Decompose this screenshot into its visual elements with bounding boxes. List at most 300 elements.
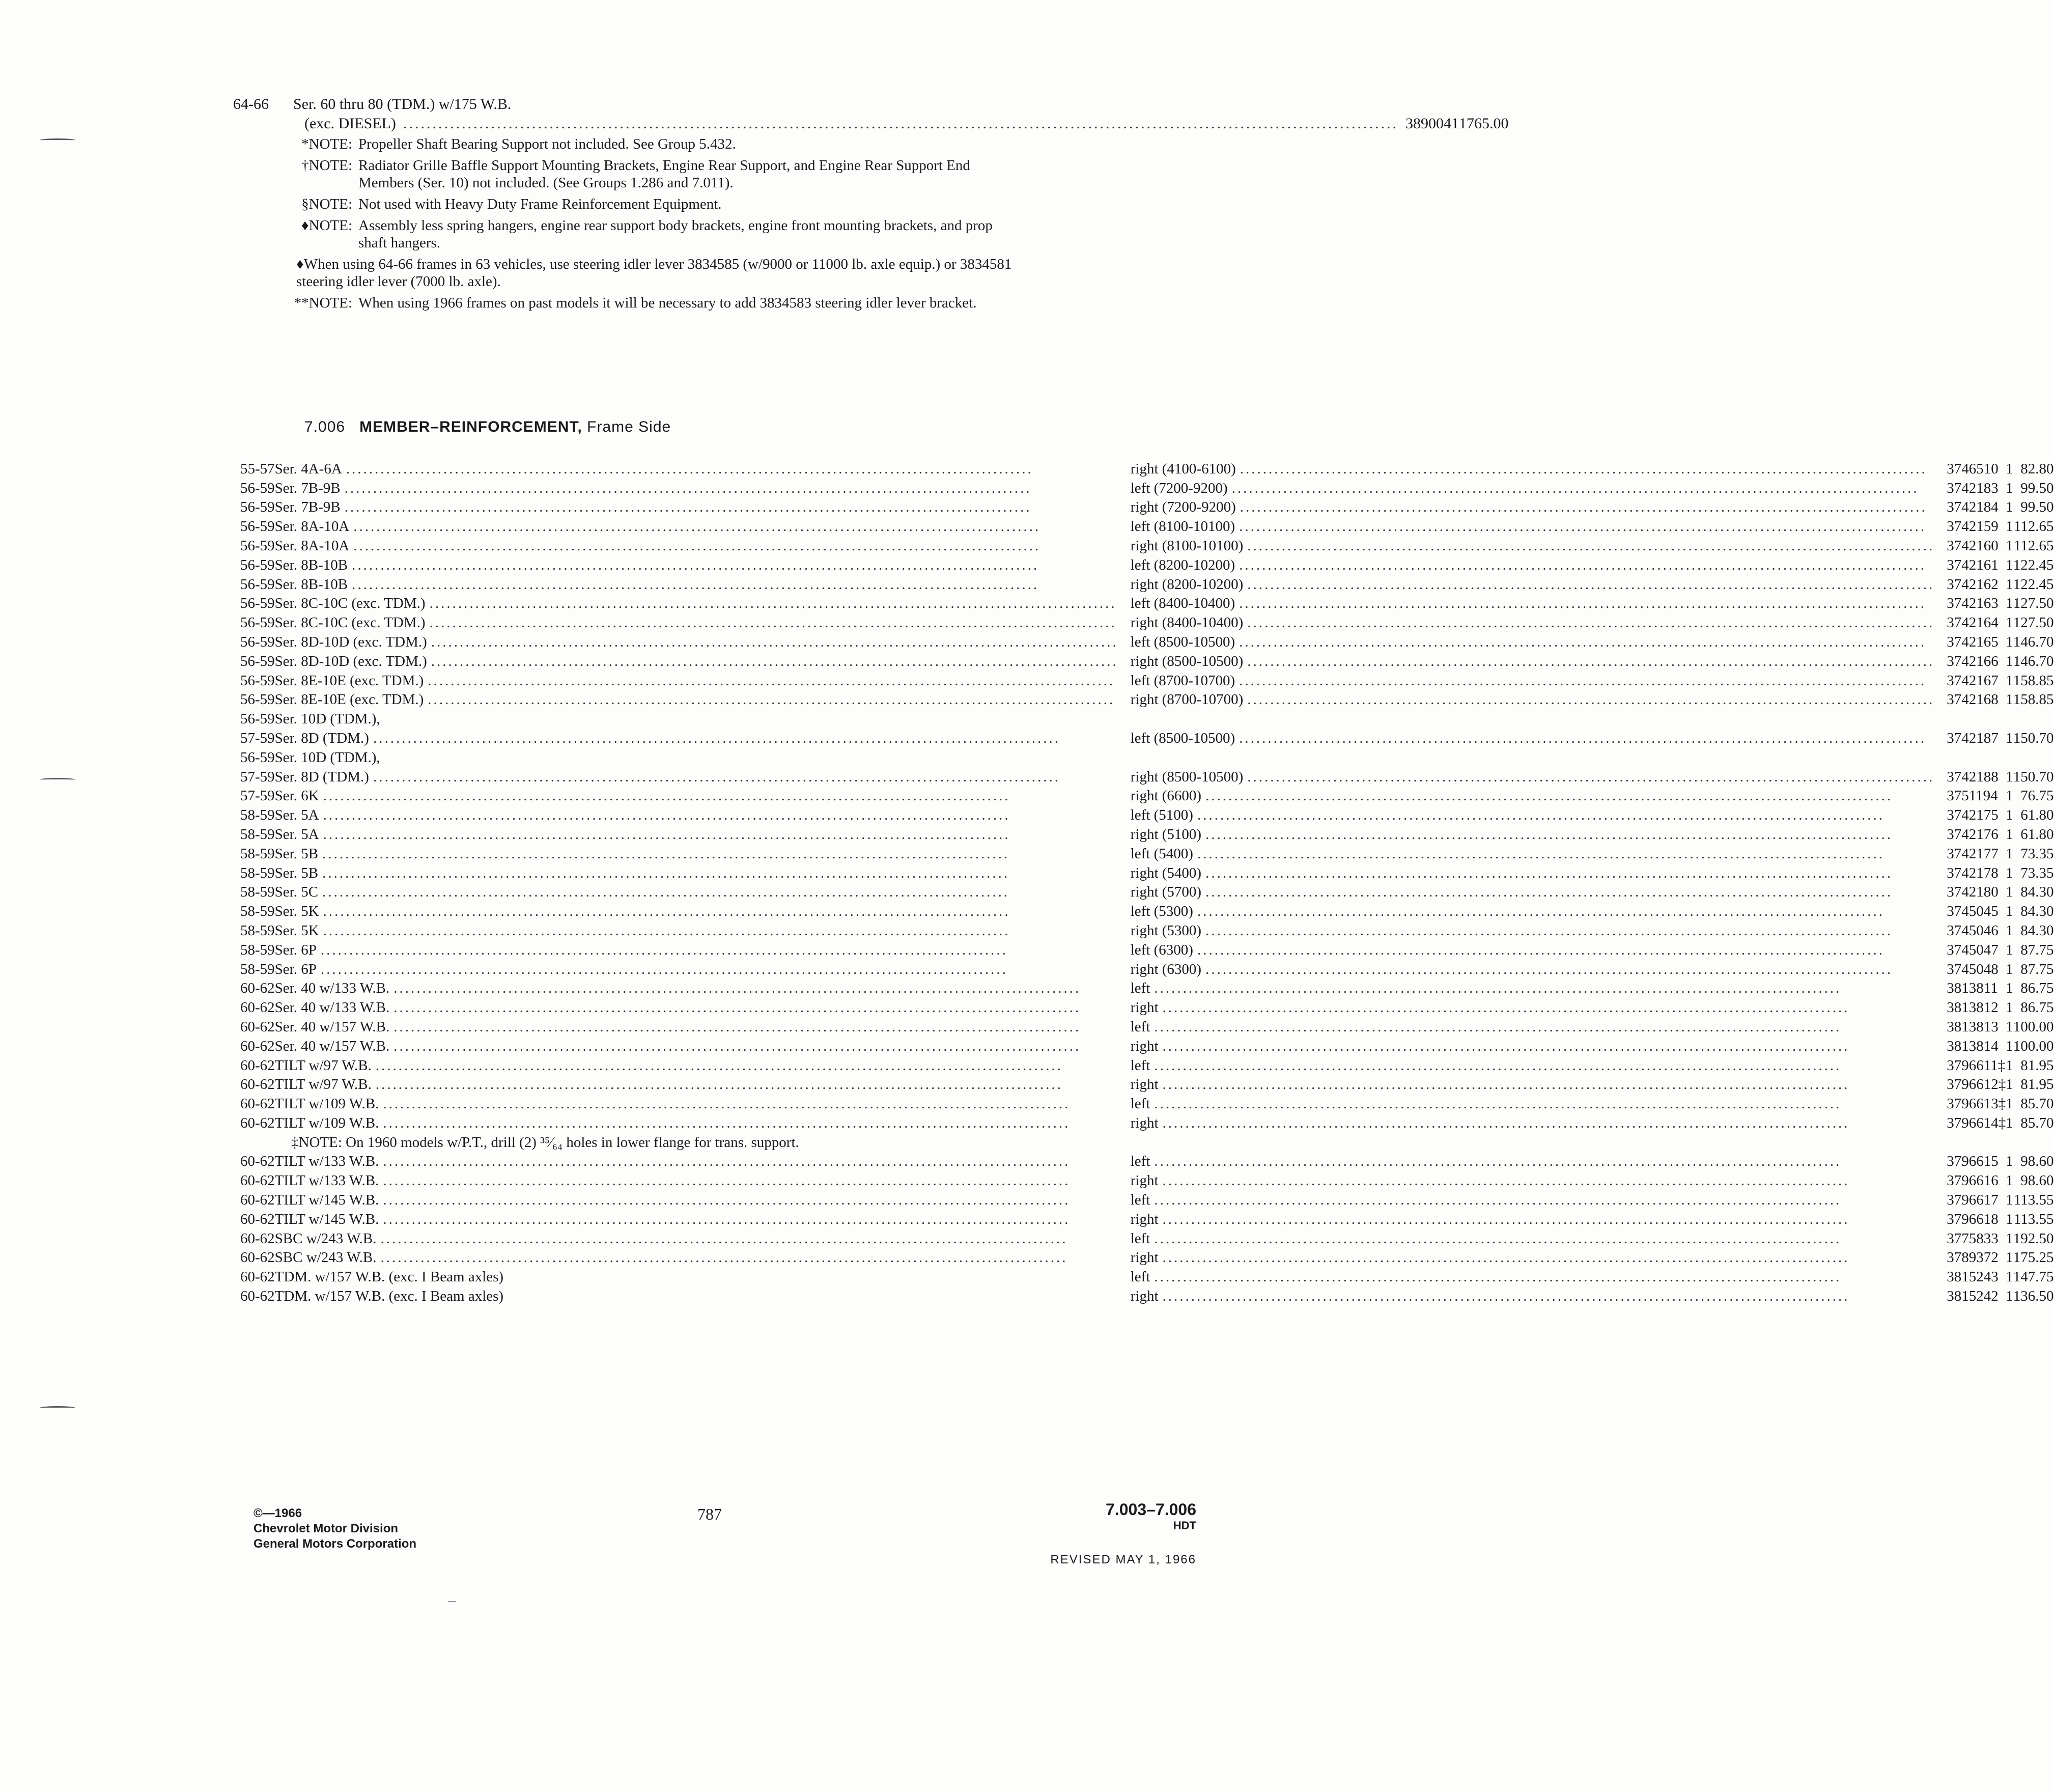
part-number: 3813812 [1947, 999, 1999, 1016]
series-description-text: Ser. 8A-10A [274, 537, 350, 554]
price [2013, 708, 2054, 727]
side-range [1131, 1093, 1947, 1112]
table-row [240, 1112, 2054, 1132]
dot-leader: ........................................................................................................................ [322, 864, 1010, 881]
table-row [240, 862, 2054, 882]
series-description-text: Ser. 6K [274, 788, 319, 804]
side-range-text: right [1130, 1172, 1159, 1189]
part-number: 3815243 [1947, 1269, 1999, 1285]
dot-leader: ........................................................................................................................ [1197, 845, 1884, 862]
model-years: 60-62 [240, 1076, 275, 1093]
quantity: 1 [2006, 826, 2013, 843]
price: 100.00 [2013, 1038, 2054, 1054]
table-row [240, 824, 2054, 843]
top-part-entry [233, 95, 1509, 133]
table-row [240, 478, 2054, 497]
table-row [240, 901, 2054, 920]
series-description-text: TDM. w/157 W.B. (exc. I Beam axles) [274, 1269, 504, 1285]
dot-leader: ........................................................................................................................ [431, 653, 1118, 669]
side-range [1131, 689, 1947, 709]
side-range [1131, 612, 1947, 631]
dot-leader: ........................................................................................................................ [1154, 1230, 1842, 1247]
price: 99.50 [2020, 499, 2054, 516]
dot-leader: ........................................................................................................................ [323, 788, 1010, 804]
model-years: 57-59 [240, 768, 275, 785]
notes-block [275, 135, 1013, 316]
dot-leader: ........................................................................................................................ [1154, 980, 1842, 997]
table-row [240, 1055, 2054, 1074]
table-row [240, 804, 2054, 824]
price: 61.80 [2020, 826, 2054, 843]
dot-leader: ........................................................................................................................ [1154, 1018, 1842, 1035]
price: 122.45 [2013, 576, 2054, 593]
side-range-text: left (8500-10500) [1130, 730, 1235, 746]
price: 87.75 [2020, 961, 2054, 977]
dot-leader: ........................................................................................................................ [383, 1153, 1071, 1170]
quantity: 1 [2006, 1038, 2013, 1054]
side-range [1131, 862, 1947, 882]
series-description [275, 1247, 1131, 1267]
series-description-text: Ser. 8C-10C (exc. TDM.) [274, 595, 426, 612]
table-row [240, 1035, 2054, 1055]
part-number: 3745047 [1947, 941, 1999, 958]
side-range-text: right (8700-10700) [1130, 691, 1244, 708]
series-description-text: SBC w/243 W.B. [274, 1249, 377, 1266]
part-number [1947, 708, 2006, 727]
price: 86.75 [2020, 980, 2054, 997]
series-description [275, 1055, 1131, 1074]
table-row [240, 554, 2054, 574]
quantity: 1 [2006, 653, 2013, 669]
dot-leader: ........................................................................................................................ [344, 480, 1032, 496]
price: 87.75 [2020, 941, 2054, 958]
table-row [240, 689, 2054, 709]
series-description-text: Ser. 7B-9B [274, 499, 341, 516]
side-range [1131, 554, 1947, 574]
dot-leader: ........................................................................................................................ [1247, 576, 1935, 593]
group-range: 7.003–7.006 [1106, 1500, 1196, 1519]
side-range [1131, 458, 1947, 478]
model-years: 58-59 [240, 807, 275, 824]
note-label: **NOTE: [294, 295, 352, 311]
note-text: Not used with Heavy Duty Frame Reinforcement Equipment. [358, 196, 722, 212]
table-row [240, 631, 2054, 651]
table-row [240, 786, 2054, 805]
quantity: 1 [2006, 1288, 2013, 1305]
series-description-text: Ser. 8E-10E (exc. TDM.) [274, 691, 424, 708]
dot-leader: ........................................................................................................................ [375, 1076, 1063, 1093]
top-entry-line-1 [233, 95, 1129, 114]
price: 98.60 [2020, 1153, 2054, 1170]
price: 113.55 [2013, 1211, 2054, 1227]
series-description [275, 708, 1131, 727]
quantity: 1 [2006, 691, 2013, 708]
binder-hole-mark [40, 138, 75, 142]
dot-leader: ........................................................................................................................ [322, 845, 1010, 862]
model-years: 60-62 [240, 1230, 275, 1247]
price: 82.80 [2020, 460, 2054, 477]
model-years: 57-59 [240, 730, 275, 746]
quantity: 1 [2006, 1172, 2013, 1189]
side-range-text: right (8500-10500) [1130, 653, 1244, 669]
price: 127.50 [2013, 595, 2054, 612]
model-years: 56-59 [240, 576, 275, 593]
quantity: 1 [2006, 999, 2013, 1016]
model-years: 60-62 [240, 1153, 275, 1170]
price: 112.65 [2013, 537, 2054, 554]
series-description [275, 1285, 1131, 1305]
side-range-text: right (6600) [1130, 788, 1202, 804]
price: 150.70 [2013, 730, 2054, 746]
side-range-text: right [1130, 1076, 1159, 1093]
table-row [240, 1074, 2054, 1094]
dot-leader: ........................................................................................................................ [1154, 1057, 1842, 1074]
model-years: 60-62 [240, 1172, 275, 1189]
series-description-text: SBC w/243 W.B. [274, 1230, 377, 1247]
price: 76.75 [2020, 788, 2054, 804]
dot-leader: ........................................................................................................................ [1197, 807, 1884, 824]
side-range [1131, 1074, 1947, 1094]
part-number: 3742161 [1947, 556, 1999, 573]
side-range [1131, 1035, 1947, 1055]
series-description [275, 1266, 1131, 1285]
side-range [1131, 978, 1947, 997]
side-range [1131, 1228, 1947, 1247]
quantity: 1 [2006, 922, 2013, 939]
table-row [240, 920, 2054, 939]
model-years: 56-59 [240, 480, 275, 496]
dot-leader: ........................................................................................................................ [1162, 999, 1850, 1016]
side-range-text: right (6300) [1130, 961, 1202, 977]
top-entry-part-number: 3890041 [1405, 115, 1459, 132]
side-range [1131, 1016, 1947, 1035]
side-range-text: right (4100-6100) [1130, 460, 1236, 477]
series-description-text: Ser. 8D-10D (exc. TDM.) [274, 653, 427, 669]
side-range [1131, 747, 1947, 766]
series-description [275, 1016, 1131, 1035]
side-range [1131, 1285, 1947, 1305]
quantity: 1 [2006, 864, 2013, 881]
dot-leader: ........................................................................................................................ [393, 980, 1081, 997]
model-years: 56-59 [240, 499, 275, 516]
part-number: 3796614‡ [1947, 1114, 2006, 1131]
series-description-text: Ser. 40 w/133 W.B. [274, 999, 390, 1016]
side-range-text: right [1130, 999, 1159, 1016]
series-description-text: Ser. 8E-10E (exc. TDM.) [274, 672, 424, 689]
model-years: 57-59 [240, 788, 275, 804]
side-range-text: left (7200-9200) [1130, 480, 1228, 496]
part-number: 3742175 [1947, 807, 1999, 824]
note [275, 195, 1013, 213]
part-number: 3742163 [1947, 595, 1999, 612]
model-years: 56-59 [240, 711, 275, 727]
series-description-text: TILT w/145 W.B. [274, 1192, 379, 1209]
series-description-text: TILT w/109 W.B. [274, 1096, 379, 1112]
dot-leader: ........................................................................................................................ [428, 691, 1115, 708]
quantity: 1 [2006, 807, 2013, 824]
side-range [1131, 631, 1947, 651]
side-range [1131, 1266, 1947, 1285]
series-description [275, 670, 1131, 689]
dot-leader: ........................................................................................................................ [429, 614, 1117, 631]
dot-leader: ........................................................................................................................ [1239, 730, 1927, 746]
table-row [240, 1209, 2054, 1228]
dot-leader: ........................................................................................................................ [1239, 633, 1927, 650]
model-years: 58-59 [240, 961, 275, 977]
series-description [275, 535, 1131, 554]
side-range [1131, 786, 1947, 805]
series-description [275, 920, 1131, 939]
side-range [1131, 824, 1947, 843]
model-years: 60-62 [240, 1096, 275, 1112]
dot-leader: ........................................................................................................................ [1154, 1153, 1842, 1170]
note [275, 256, 1013, 290]
part-number: 3796612‡ [1947, 1076, 2006, 1093]
dot-leader: ........................................................................................................................ [1239, 556, 1927, 573]
dot-leader: ........................................................................................................................ [393, 1038, 1081, 1054]
note-label: †NOTE: [301, 157, 352, 174]
side-range-text: left [1130, 1153, 1150, 1170]
dot-leader: ........................................................................................................................ [383, 1211, 1071, 1227]
series-description-text: Ser. 40 w/157 W.B. [274, 1018, 390, 1035]
dot-leader: ........................................................................................................................ [1205, 864, 1893, 881]
part-number: 3796618 [1947, 1211, 1999, 1227]
model-years: 56-59 [240, 537, 275, 554]
quantity: 1 [2006, 633, 2013, 650]
dot-leader: ........................................................................................................................ [383, 1114, 1071, 1131]
model-years: 60-62 [240, 1057, 275, 1074]
dot-leader: ........................................................................................................................ [373, 768, 1060, 785]
series-description [275, 959, 1131, 978]
dot-leader: ........................................................................................................................ [1197, 941, 1884, 958]
model-years: 58-59 [240, 922, 275, 939]
dot-leader: ........................................................................................................................ [323, 807, 1010, 824]
dot-leader: ........................................................................................................................ [1239, 672, 1927, 689]
side-range [1131, 901, 1947, 920]
side-range-text: right (8200-10200) [1130, 576, 1244, 593]
page-mark [448, 1601, 456, 1602]
part-number: 3742187 [1947, 730, 1999, 746]
part-number [1947, 747, 2006, 766]
quantity: 1 [2006, 788, 2013, 804]
dot-leader: ........................................................................................................................ [380, 1230, 1068, 1247]
page-number: 787 [697, 1505, 722, 1523]
side-range [1131, 882, 1947, 901]
part-number: 3742183 [1947, 480, 1999, 496]
note-label: *NOTE: [301, 136, 352, 152]
model-years: 56-59 [240, 749, 275, 766]
price: 158.85 [2013, 672, 2054, 689]
note-text: When using 1966 frames on past models it will be necessary to add 3834583 steering idler lever bracket. [358, 295, 977, 311]
table-note [240, 1132, 2054, 1151]
price: 99.50 [2020, 480, 2054, 496]
table-row [240, 670, 2054, 689]
side-range-text: right (8400-10400) [1130, 614, 1244, 631]
model-years: 60-62 [240, 999, 275, 1016]
note-label [275, 256, 296, 290]
dot-leader: ........................................................................................................................ [1247, 768, 1935, 785]
note-text: Assembly less spring hangers, engine rear support body brackets, engine front mounting brackets, and prop shaft hangers. [358, 217, 993, 251]
series-description-text: Ser. 10D (TDM.), [274, 749, 380, 766]
dot-leader: ........................................................................................................................ [1247, 537, 1935, 554]
side-range [1131, 478, 1947, 497]
quantity [2006, 747, 2013, 766]
series-description-text: Ser. 5A [274, 826, 319, 843]
part-number: 3751194 [1947, 788, 1998, 804]
section-number: 7.006 [304, 418, 346, 435]
side-range [1131, 670, 1947, 689]
top-entry-line-2 [233, 114, 1509, 133]
model-years: 56-59 [240, 556, 275, 573]
part-number: 3742167 [1947, 672, 1999, 689]
part-number: 3796613‡ [1947, 1096, 2006, 1112]
quantity [2006, 708, 2013, 727]
series-description-text: Ser. 8B-10B [274, 556, 348, 573]
table-row [240, 516, 2054, 535]
side-range-text: left (8400-10400) [1130, 595, 1235, 612]
series-description-text: TDM. w/157 W.B. (exc. I Beam axles) [274, 1288, 504, 1305]
series-description [275, 631, 1131, 651]
dot-leader: ........................................................................................................................ [375, 1057, 1063, 1074]
side-range-text: right (5700) [1130, 884, 1202, 901]
dot-leader: ........................................................................................................................ [393, 1018, 1081, 1035]
top-entry-description: Ser. 60 thru 80 (TDM.) w/175 W.B. [293, 96, 512, 113]
model-years: 56-59 [240, 653, 275, 669]
series-description-text: TILT w/97 W.B. [274, 1057, 372, 1074]
side-range-text: left [1130, 1269, 1150, 1285]
dot-leader: ........................................................................................................................ [1247, 614, 1935, 631]
model-years: 60-62 [240, 1018, 275, 1035]
model-years: 56-59 [240, 633, 275, 650]
part-number: 3813813 [1947, 1018, 1999, 1035]
series-description-text: TILT w/97 W.B. [274, 1076, 372, 1093]
price: 158.85 [2013, 691, 2054, 708]
dot-leader: ........................................................................................................................ [1162, 1076, 1850, 1093]
series-description [275, 689, 1131, 709]
price [2013, 747, 2054, 766]
side-range-text: left [1130, 1018, 1150, 1035]
price: 84.30 [2020, 922, 2054, 939]
price: 175.25 [2013, 1249, 2054, 1266]
series-description-text: Ser. 8A-10A [274, 518, 350, 535]
price: 73.35 [2020, 845, 2054, 862]
dot-leader: ........................................................................................................................ [353, 518, 1041, 535]
price: 127.50 [2013, 614, 2054, 631]
side-range [1131, 574, 1947, 593]
series-description [275, 497, 1131, 516]
series-description [275, 843, 1131, 862]
side-range [1131, 843, 1947, 862]
side-range-text: right [1130, 1288, 1159, 1305]
side-range-text: right (7200-9200) [1130, 499, 1236, 516]
model-years: 58-59 [240, 903, 275, 920]
section-subtitle: Frame Side [587, 418, 671, 435]
side-range-text: left (5300) [1130, 903, 1193, 920]
table-row [240, 978, 2054, 997]
price: 84.30 [2020, 903, 2054, 920]
quantity: 1 [2006, 480, 2013, 496]
note [275, 157, 1013, 191]
part-number: 3796617 [1947, 1192, 1999, 1209]
side-range [1131, 516, 1947, 535]
quantity: 1 [2006, 556, 2013, 573]
side-range-text: right (5100) [1130, 826, 1202, 843]
dot-leader: ........................................................................................................................ [1162, 1211, 1850, 1227]
quantity: 1 [2006, 980, 2013, 997]
part-number: 3813814 [1947, 1038, 1999, 1054]
dot-leader: ........................................................................................................................ [323, 826, 1010, 843]
side-range [1131, 959, 1947, 978]
table-row [240, 651, 2054, 670]
model-years: 56-59 [240, 691, 275, 708]
quantity: 1 [2006, 1096, 2013, 1112]
table-row [240, 535, 2054, 554]
part-number: 3742166 [1947, 653, 1999, 669]
table-row [240, 1016, 2054, 1035]
dot-leader: ........................................................................................................................ [346, 460, 1033, 477]
table-row [240, 1247, 2054, 1267]
side-range-text: right (5300) [1130, 922, 1202, 939]
table-row [240, 497, 2054, 516]
dot-leader: ........................................................................................................................ [1162, 1172, 1850, 1189]
part-number: 3813811 [1947, 980, 1998, 997]
table-row [240, 882, 2054, 901]
series-description [275, 997, 1131, 1016]
quantity: 1 [2006, 730, 2013, 746]
dot-leader: ........................................................................................................................ [1239, 518, 1927, 535]
dot-leader: ........................................................................................................................ [1240, 460, 1927, 477]
side-range [1131, 939, 1947, 959]
price: 146.70 [2013, 653, 2054, 669]
dot-leader: ........................................................................................................................ [373, 730, 1060, 746]
quantity: 1 [2006, 1114, 2013, 1131]
note-label: §NOTE: [301, 196, 352, 212]
series-description [275, 901, 1131, 920]
series-description-text: Ser. 8C-10C (exc. TDM.) [274, 614, 426, 631]
table-row [240, 612, 2054, 631]
series-description-text: Ser. 8D (TDM.) [274, 730, 369, 746]
dot-leader: ........................................................................................................................ [1205, 788, 1893, 804]
series-description [275, 939, 1131, 959]
note [275, 217, 1013, 251]
side-range [1131, 497, 1947, 516]
price: 150.70 [2013, 768, 2054, 785]
series-description [275, 824, 1131, 843]
dot-leader: ........................................................................................................................ [1239, 595, 1927, 612]
series-description [275, 1112, 1131, 1132]
side-range-text: right (5400) [1130, 864, 1202, 881]
series-description-text: TILT w/133 W.B. [274, 1153, 379, 1170]
part-number: 3742188 [1947, 768, 1999, 785]
part-number: 3815242 [1947, 1288, 1999, 1305]
section-title [304, 418, 671, 436]
quantity: 1 [2006, 1230, 2013, 1247]
table-row [240, 1151, 2054, 1170]
table-row [240, 747, 2054, 766]
side-range-text: left (5100) [1130, 807, 1193, 824]
series-description [275, 593, 1131, 612]
series-description-text: Ser. 5A [274, 807, 319, 824]
model-years: 55-57 [240, 460, 275, 477]
quantity: 1 [2006, 1249, 2013, 1266]
price: 81.95 [2020, 1076, 2054, 1093]
series-description [275, 612, 1131, 631]
dot-leader: ........................................................................................................................ [344, 499, 1032, 516]
dot-leader: ........................................................................................................................ [1205, 961, 1893, 977]
series-description [275, 458, 1131, 478]
price: 192.50 [2013, 1230, 2054, 1247]
part-number: 3745045 [1947, 903, 1999, 920]
